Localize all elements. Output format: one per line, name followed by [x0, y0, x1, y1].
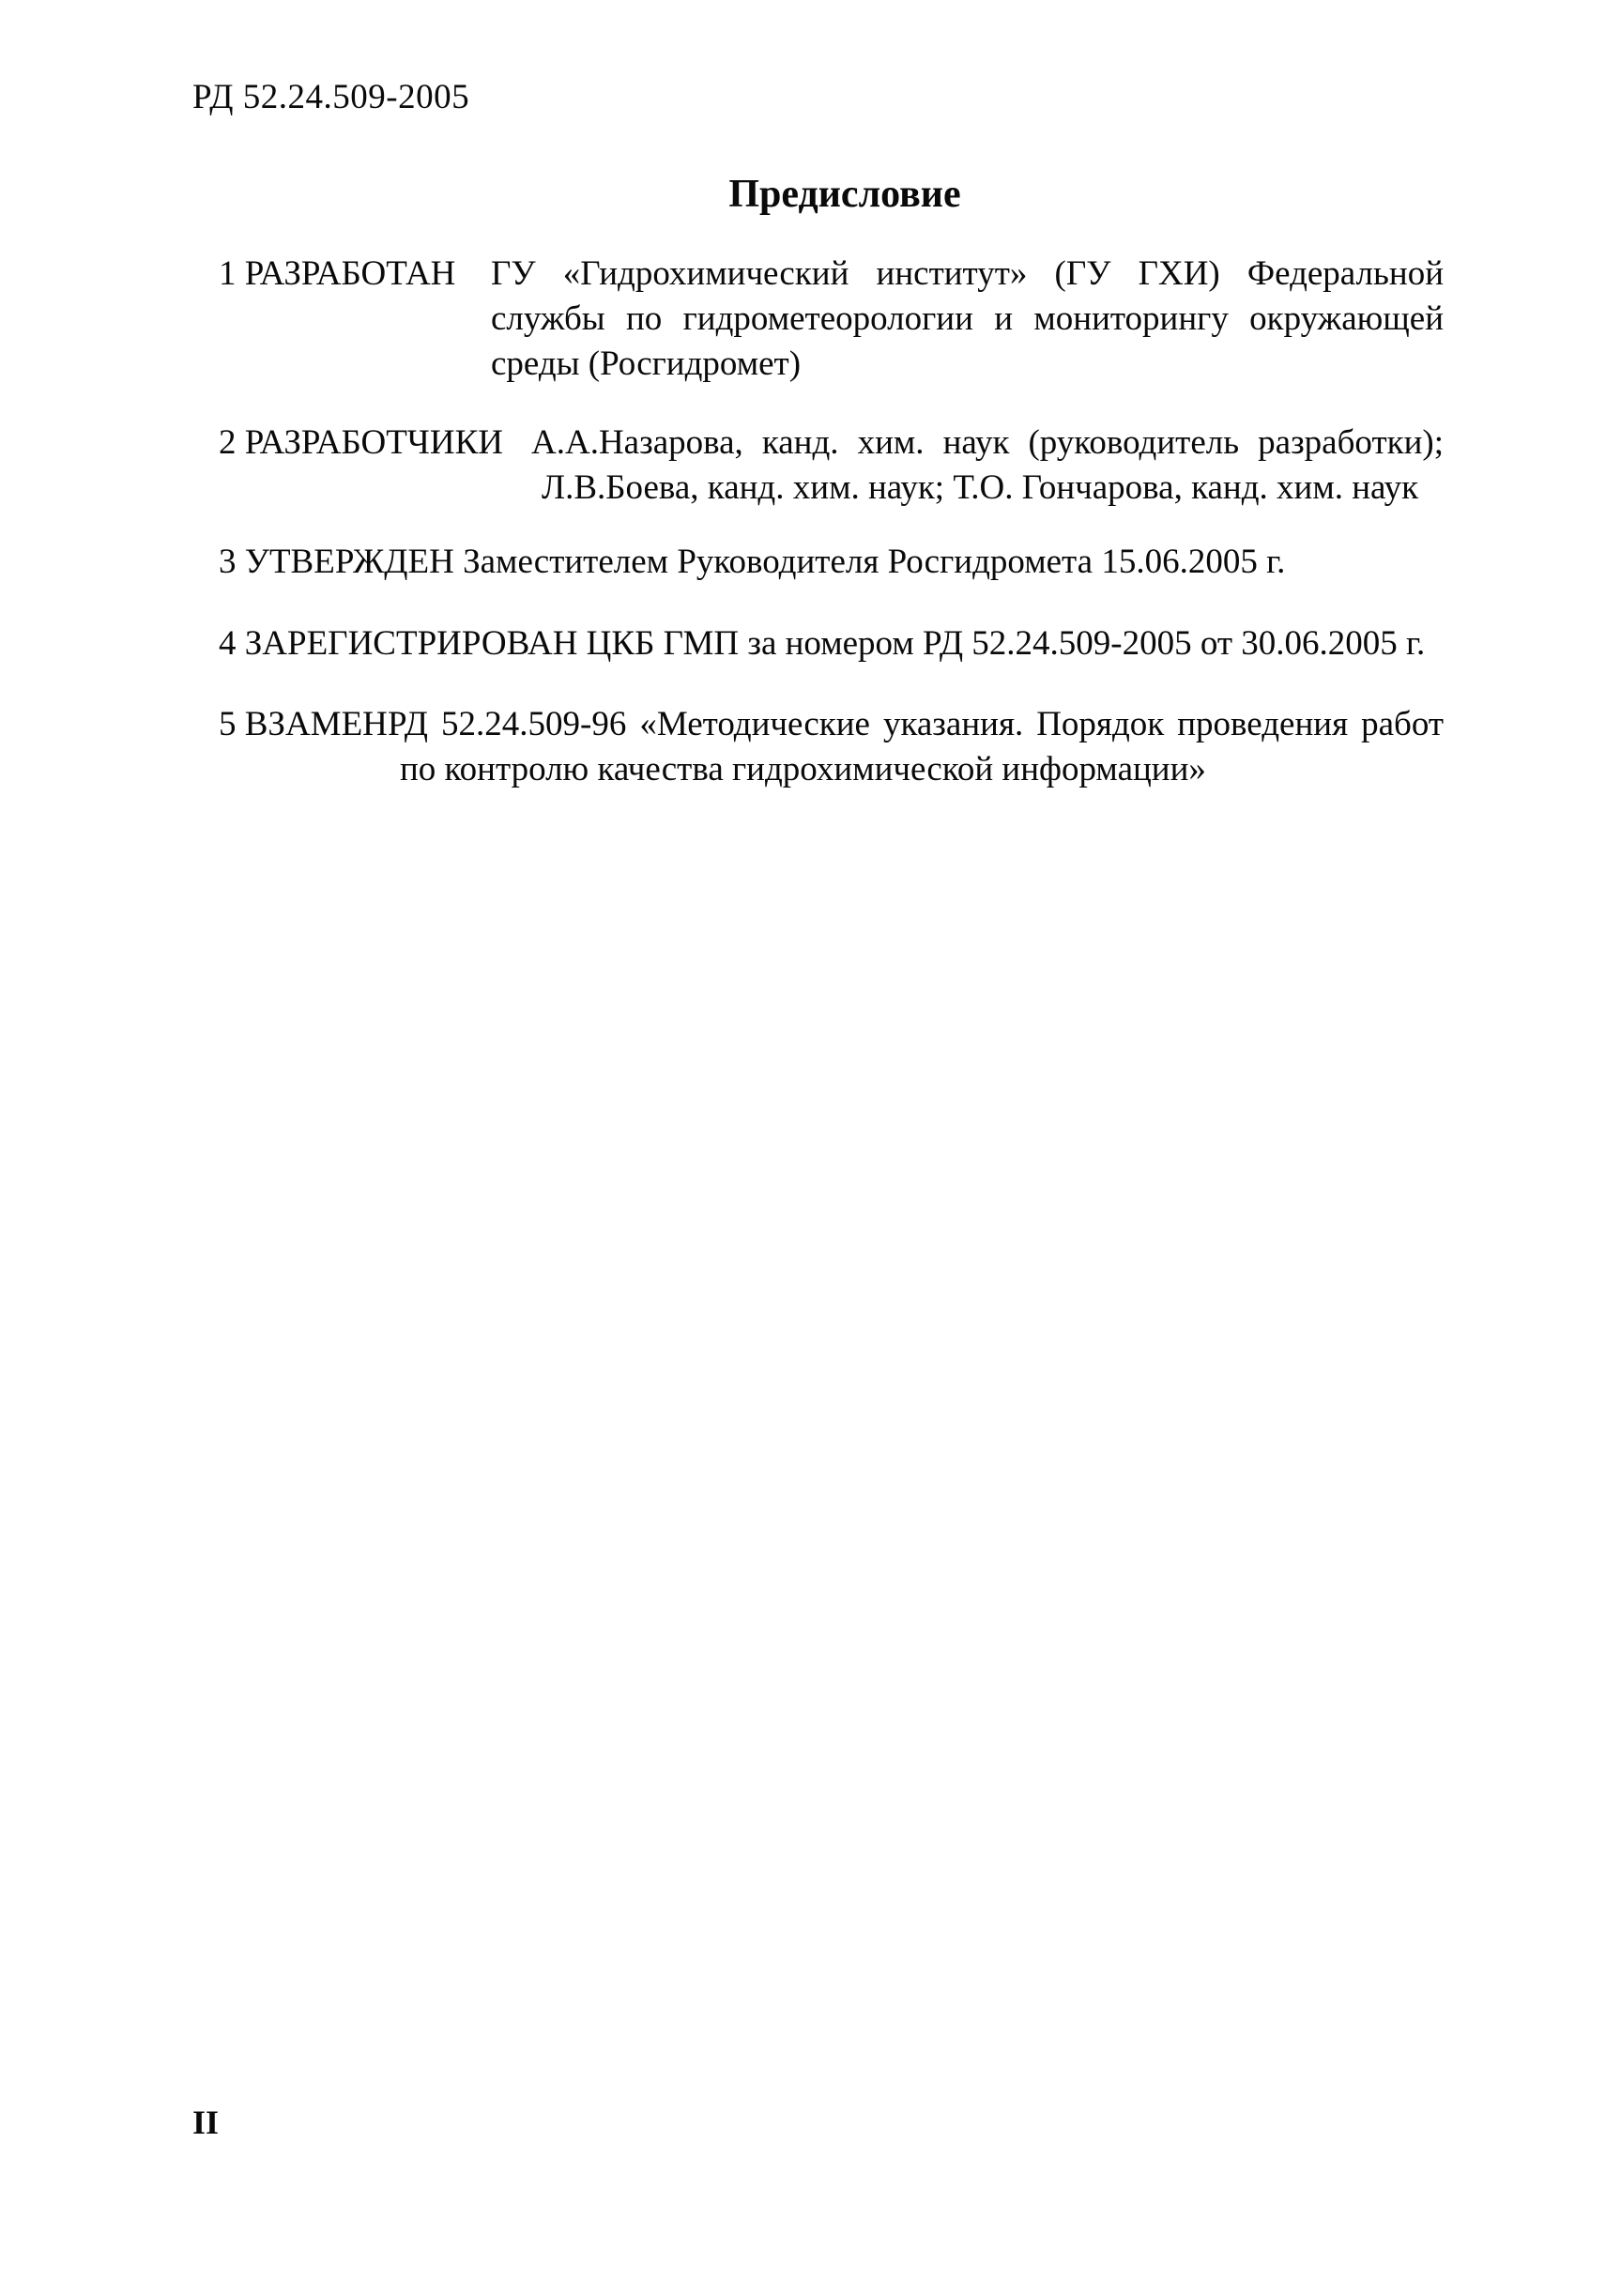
item-line — [219, 702, 1444, 747]
item-lead: 1 РАЗРАБОТАН — [219, 254, 456, 293]
page-number: II — [192, 2104, 220, 2141]
item-lead: 4 ЗАРЕГИСТРИРОВАН — [219, 624, 578, 663]
item-text: по контролю качества гидрохимической информации» — [400, 750, 1206, 788]
item-text: службы по гидрометеорологии и мониторингу окружающей — [491, 299, 1444, 338]
item-text: ЦКБ ГМП за номером РД 52.24.509-2005 от 30.06.2005 г. — [586, 624, 1426, 663]
foreword-item-approved — [219, 540, 1285, 585]
page-title: Предисловие — [728, 173, 961, 216]
item-lead: 3 УТВЕРЖДЕН — [219, 543, 454, 581]
item-lead: 5 ВЗАМЕН — [219, 705, 388, 743]
item-text: Л.В.Боева, канд. хим. наук; Т.О. Гончарова, канд. хим. наук — [542, 468, 1419, 507]
item-line — [219, 421, 1444, 466]
foreword-item-registered — [219, 621, 1425, 666]
foreword-item-developed — [219, 252, 1444, 383]
foreword-item-developers — [219, 421, 1444, 507]
item-line — [219, 252, 1444, 297]
item-text: Заместителем Руководителя Росгидромета 15.06.2005 г. — [463, 543, 1286, 581]
document-code: РД 52.24.509-2005 — [192, 78, 470, 116]
item-text: А.А.Назарова, канд. хим. наук (руководитель разработки); — [531, 423, 1444, 462]
item-lead: 2 РАЗРАБОТЧИКИ — [219, 423, 503, 462]
foreword-item-replaces — [219, 702, 1444, 788]
item-text: РД 52.24.509-96 «Методические указания. Порядок проведения работ — [388, 705, 1444, 743]
item-text: ГУ «Гидрохимический институт» (ГУ ГХИ) Федеральной — [491, 254, 1444, 293]
item-text: среды (Росгидромет) — [491, 344, 802, 383]
